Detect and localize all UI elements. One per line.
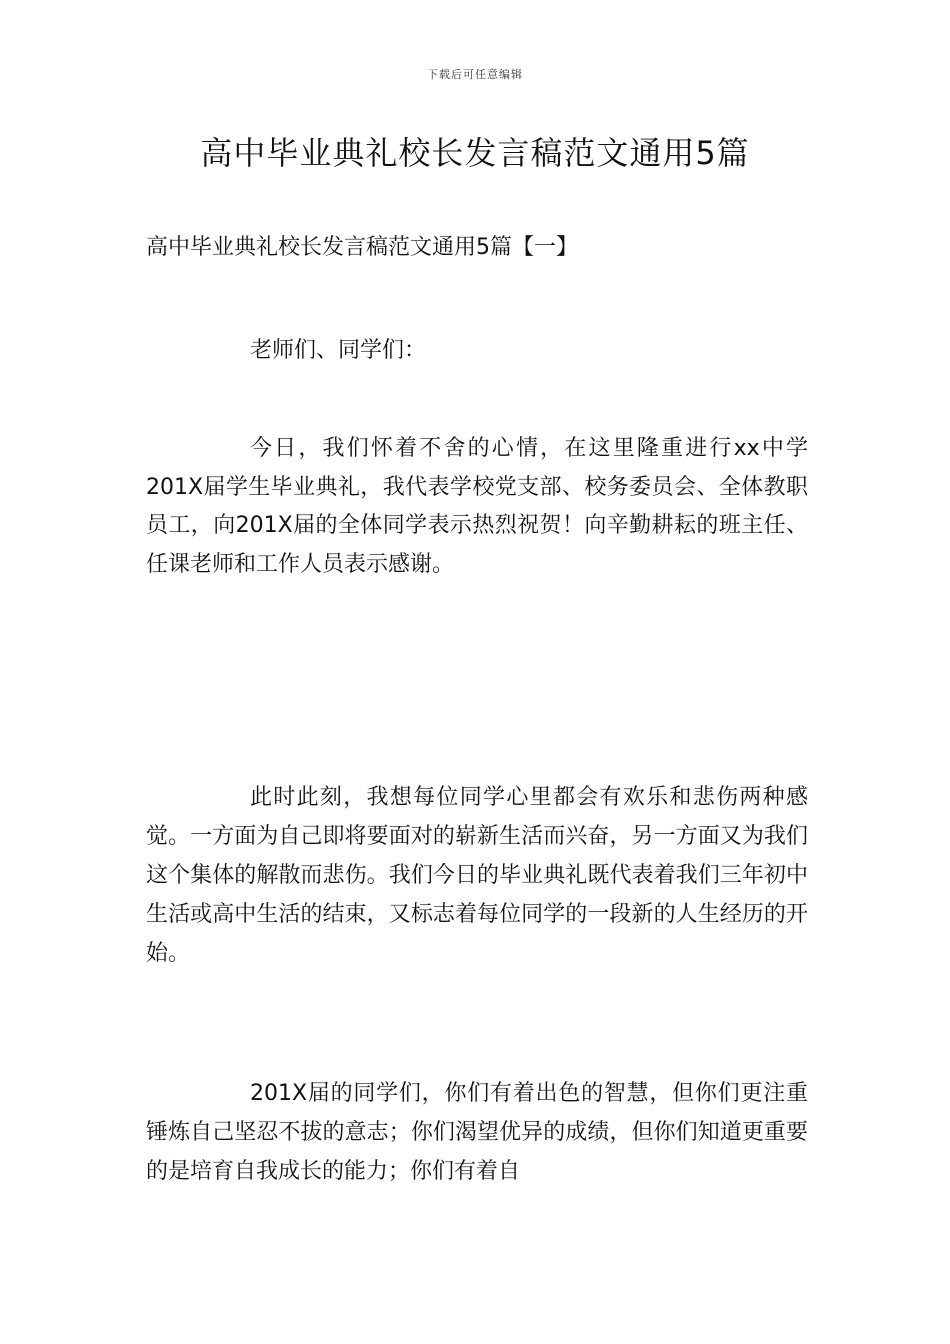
document-title: 高中毕业典礼校长发言稿范文通用5篇 (200, 134, 750, 172)
section-heading: 高中毕业典礼校长发言稿范文通用5篇【一】 (146, 235, 578, 260)
salutation: 老师们、同学们： (250, 338, 427, 363)
paragraph-1: 今日，我们怀着不舍的心情，在这里隆重进行xx中学201X届学生毕业典礼，我代表学校党支部、校务委员会、全体教职员工，向201X届的全体同学表示热烈祝贺！向辛勤耕耘的班主任、任课老师和工作人员表示感谢。 (146, 436, 808, 577)
paragraph-3: 201X届的同学们，你们有着出色的智慧，但你们更注重锤炼自己坚忍不拔的意志；你们渴望优异的成绩，但你们知道更重要的是培育自我成长的能力；你们有着自 (146, 1081, 808, 1184)
paragraph-2: 此时此刻，我想每位同学心里都会有欢乐和悲伤两种感觉。一方面为自己即将要面对的崭新生活而兴奋，另一方面又为我们这个集体的解散而悲伤。我们今日的毕业典礼既代表着我们三年初中生活或高中生活的结束，又标志着每位同学的一段新的人生经历的开始。 (146, 785, 808, 966)
page-header-note: 下载后可任意编辑 (427, 68, 523, 81)
